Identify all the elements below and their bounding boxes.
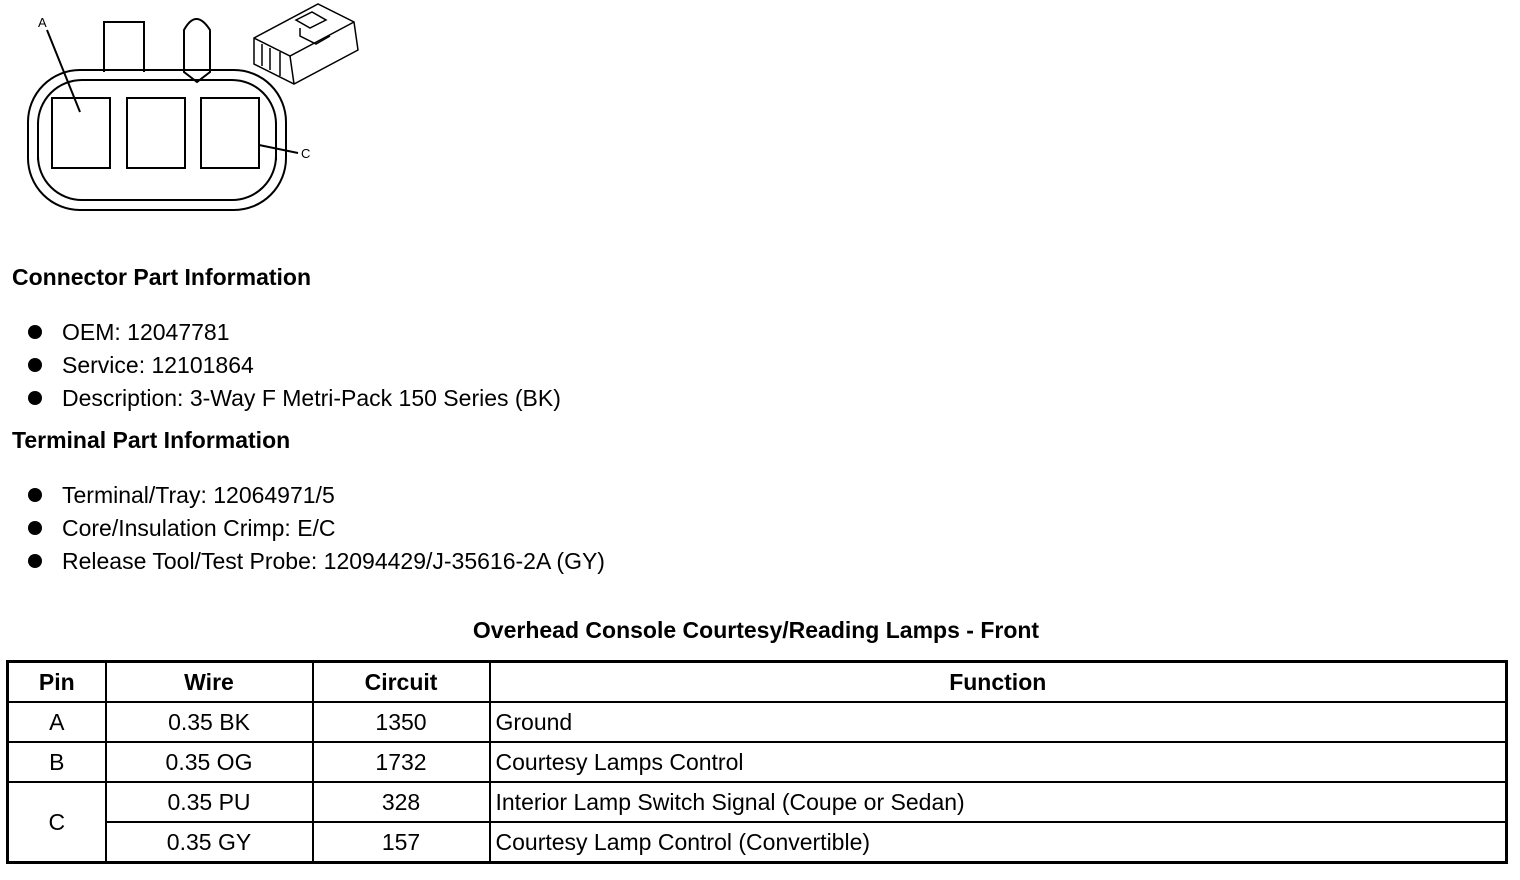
bullet-icon (28, 521, 42, 535)
connector-isometric-icon (254, 4, 358, 84)
table-row (8, 742, 1507, 782)
column-header-function: Function (490, 662, 1507, 703)
list-item-text: Release Tool/Test Probe: 12094429/J-35616-2A (GY) (62, 548, 605, 574)
connector-latch-tab (104, 22, 144, 72)
bullet-icon (28, 554, 42, 568)
bullet-icon (28, 325, 42, 339)
leader-line-c (259, 145, 298, 153)
list-item (28, 512, 605, 545)
cell-circuit: 157 (313, 822, 490, 863)
table-header-row (8, 662, 1507, 703)
table-row (8, 702, 1507, 742)
cell-circuit: 1350 (313, 702, 490, 742)
cell-pin: C (8, 782, 106, 863)
label-a: A (38, 15, 47, 30)
connector-part-heading: Connector Part Information (12, 264, 312, 290)
column-header-pin: Pin (8, 662, 106, 703)
list-item (28, 316, 561, 349)
pinout-table (6, 660, 1508, 864)
cell-wire: 0.35 PU (106, 782, 313, 822)
bullet-icon (28, 488, 42, 502)
cell-circuit: 1732 (313, 742, 490, 782)
column-header-wire: Wire (106, 662, 313, 703)
cell-function: Courtesy Lamp Control (Convertible) (490, 822, 1507, 863)
bullet-icon (28, 391, 42, 405)
cell-function: Courtesy Lamps Control (490, 742, 1507, 782)
label-c: C (301, 146, 311, 161)
list-item (28, 349, 561, 382)
cell-wire: 0.35 GY (106, 822, 313, 863)
terminal-part-heading: Terminal Part Information (12, 427, 291, 453)
list-item-text: Terminal/Tray: 12064971/5 (62, 482, 335, 508)
list-item-text: Core/Insulation Crimp: E/C (62, 515, 336, 541)
connector-housing-outer (28, 70, 286, 210)
list-item-text: Service: 12101864 (62, 352, 254, 378)
connector-part-list (28, 316, 561, 415)
terminal-part-list (28, 479, 605, 578)
list-item-text: OEM: 12047781 (62, 319, 230, 345)
list-item (28, 479, 605, 512)
cell-pin: B (8, 742, 106, 782)
list-item (28, 545, 605, 578)
list-item (28, 382, 561, 415)
cell-pin: A (8, 702, 106, 742)
cavity-c (201, 98, 259, 168)
cavity-a (52, 98, 110, 168)
connector-key-tab (184, 19, 210, 82)
connector-face-diagram (0, 0, 380, 225)
cell-function: Ground (490, 702, 1507, 742)
list-item-text: Description: 3-Way F Metri-Pack 150 Series (BK) (62, 385, 561, 411)
cell-circuit: 328 (313, 782, 490, 822)
cell-function: Interior Lamp Switch Signal (Coupe or Sedan) (490, 782, 1507, 822)
bullet-icon (28, 358, 42, 372)
cell-wire: 0.35 OG (106, 742, 313, 782)
cell-wire: 0.35 BK (106, 702, 313, 742)
table-row (8, 782, 1507, 822)
table-title: Overhead Console Courtesy/Reading Lamps - Front (472, 617, 1040, 643)
table-row (8, 822, 1507, 863)
cavity-b (127, 98, 185, 168)
column-header-circuit: Circuit (313, 662, 490, 703)
